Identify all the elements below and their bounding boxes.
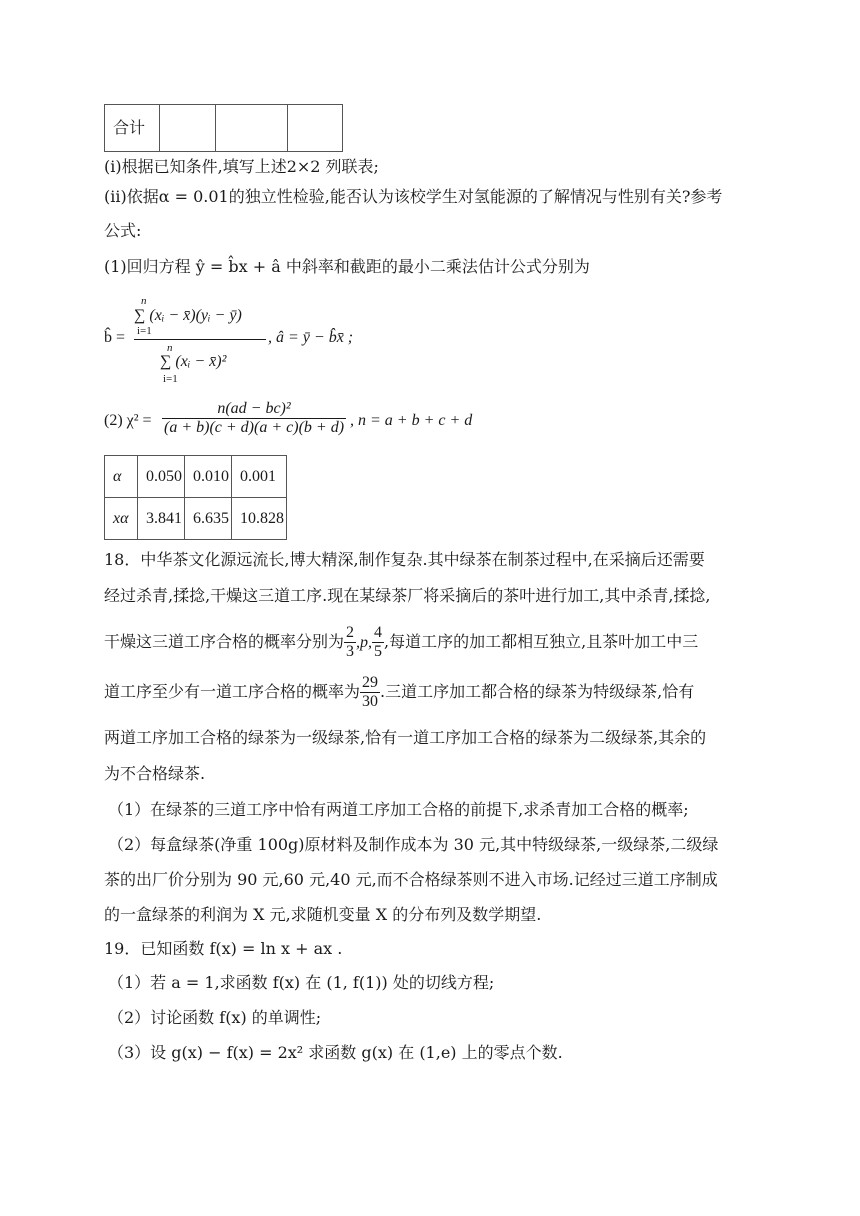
q18-part-2-cont: 茶的出厂价分别为 90 元,60 元,40 元,而不合格绿茶则不进入市场.记经过三道工序制成 (104, 870, 718, 889)
b-denominator: ∑ (xᵢ − x̄)² (160, 353, 227, 370)
sum-lower-limit: i=1 (137, 325, 152, 337)
fraction-two-thirds (344, 624, 356, 661)
n-definition: , n = a + b + c + d (350, 412, 473, 429)
q18-line-2: 经过杀青,揉捻,干燥这三道工序.现在某绿茶厂将采摘后的茶叶进行加工,其中杀青,揉捻, (104, 586, 711, 605)
p-symbol: ,p, (356, 634, 373, 651)
table-cell (160, 105, 216, 152)
table-cell: 0.010 (185, 456, 232, 498)
sum-upper-limit: n (141, 295, 147, 307)
table-cell: 6.635 (185, 498, 232, 540)
table-row (105, 498, 287, 540)
fraction-numerator: 4 (374, 624, 383, 641)
q18-line-1: 18．中华茶文化源远流长,博大精深,制作复杂.其中绿茶在制茶过程中,在采摘后还需要 (104, 550, 705, 569)
critical-value-table (104, 455, 287, 540)
fraction-numerator: 2 (346, 624, 355, 641)
table-cell: 10.828 (232, 498, 287, 540)
total-row-label: 合计 (105, 105, 160, 152)
fraction-denominator: 30 (362, 693, 379, 710)
fraction-bar (134, 339, 266, 340)
table-cell: 0.001 (232, 456, 287, 498)
contingency-table-fragment (104, 104, 343, 152)
q18-part-2-cont: 的一盒绿茶的利润为 X 元,求随机变量 X 的分布列及数学期望. (104, 905, 542, 924)
q18-line-6: 为不合格绿茶. (104, 764, 206, 783)
table-cell (216, 105, 288, 152)
b-hat-symbol: b̂ = (104, 329, 126, 346)
a-hat-formula: , â = ȳ − b̂x̄ ; (268, 329, 354, 346)
table-cell (288, 105, 343, 152)
q19-part-2: （2）讨论函数 f(x) 的单调性; (108, 1008, 322, 1027)
fraction-four-fifths (372, 624, 384, 661)
q17-part-ii-cont: 公式: (104, 221, 142, 240)
table-cell: 0.050 (138, 456, 185, 498)
q18-line-3-end: ,每道工序的加工都相互独立,且茶叶加工中三 (384, 632, 699, 651)
q17-part-i: (i)根据已知条件,填写上述2×2 列联表; (104, 157, 379, 176)
table-cell: xα (105, 498, 138, 540)
q19-part-3: （3）设 g(x) − f(x) = 2x² 求函数 g(x) 在 (1,e) 上的零点个数. (108, 1043, 563, 1062)
q18-line-4 (104, 670, 694, 714)
q18-line-3 (104, 620, 698, 665)
q17-part-ii: (ii)依据α = 0.01的独立性检验,能否认为该校学生对氢能源的了解情况与性别有关?参考 (104, 187, 723, 206)
reference-formula-1: (1)回归方程 ŷ = b̂x + â 中斜率和截距的最小二乘法估计公式分别为 (104, 257, 590, 276)
chi-numerator: n(ad − bc)² (162, 400, 346, 419)
q18-part-1: （1）在绿茶的三道工序中恰有两道工序加工合格的前提下,求杀青加工合格的概率; (108, 800, 689, 819)
q18-line-5: 两道工序加工合格的绿茶为一级绿茶,恰有一道工序加工合格的绿茶为二级绿茶,其余的 (104, 728, 707, 747)
q19-part-1: （1）若 a = 1,求函数 f(x) 在 (1, f(1)) 处的切线方程; (108, 973, 495, 992)
chi-square-fraction (162, 400, 346, 437)
b-numerator: ∑ (xᵢ − x̄)(yᵢ − ȳ) (134, 307, 242, 324)
table-row (105, 456, 287, 498)
q18-line-3-start: 干燥这三道工序合格的概率分别为 (104, 632, 345, 651)
sum-upper-limit: n (167, 342, 173, 354)
q18-line-4-start: 道工序至少有一道工序合格的概率为 (104, 682, 361, 701)
q18-part-2: （2）每盒绿茶(净重 100g)原材料及制作成本为 30 元,其中特级绿茶,一级绿茶,二级绿 (108, 835, 719, 854)
chi-square-label: (2) χ² = (104, 412, 152, 429)
sum-lower-limit: i=1 (163, 373, 178, 385)
q18-line-4-end: .三道工序加工都合格的绿茶为特级绿茶,恰有 (380, 682, 695, 701)
fraction-numerator: 29 (362, 674, 379, 691)
table-cell: α (105, 456, 138, 498)
q19-stem: 19．已知函数 f(x) = ln x + ax . (104, 939, 343, 958)
fraction-denominator: 3 (346, 643, 355, 660)
chi-denominator: (a + b)(c + d)(a + c)(b + d) (164, 419, 345, 436)
fraction-29-30 (360, 674, 380, 711)
fraction-denominator: 5 (374, 643, 383, 660)
table-cell: 3.841 (138, 498, 185, 540)
